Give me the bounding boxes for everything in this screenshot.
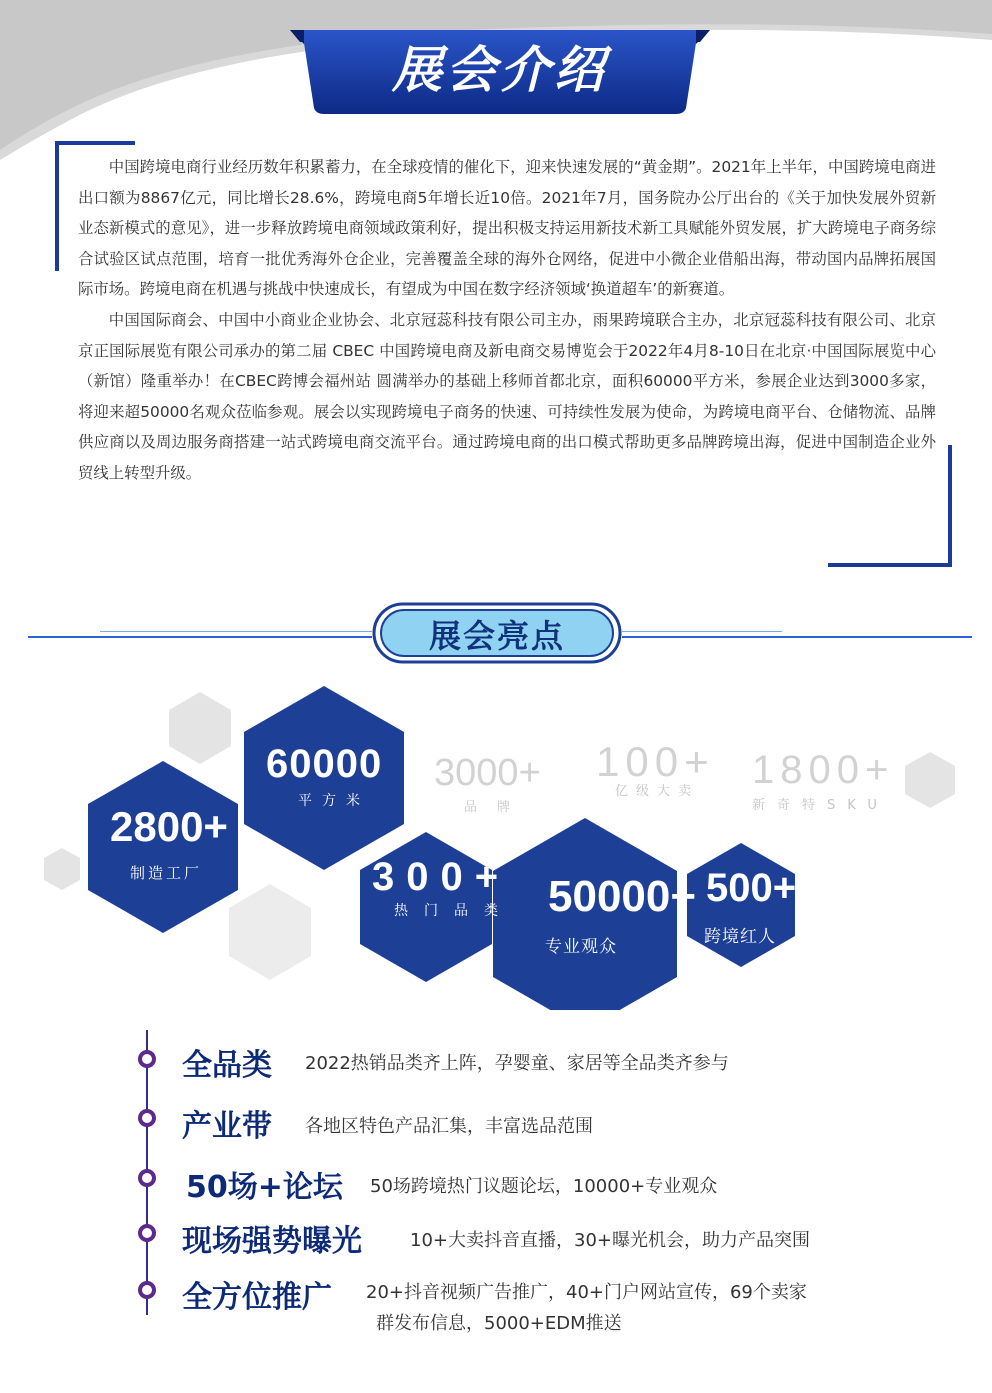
bullet-icon [138,1050,156,1068]
grey-hex [44,848,80,890]
intro-paragraph-2: 中国国际商会、中国中小商业企业协会、北京冠蕊科技有限公司主办，雨果跨境联合主办，北京冠蕊科技有限公司、北京京正国际展览有限公司承办的第二届 CBEC 中国跨境电商及新电商交易博览会于2022年4月8-10日在北京·中国国际展览中心（新馆）隆重举办！在CBEC跨博会福州站 圆满举办的基础上移师首都北京，面积60000平方米，参展企业达到3000多家，将迎来超50000名观众莅临参观。展会以实现跨境电子商务的快速、可持续性发展为使命，为跨境电商平台、仓储物流、品牌供应商以及周边服务商搭建一站式跨境电商交流平台。通过跨境电商的出口模式帮助更多品牌跨境出海，促进中国制造企业外贸线上转型升级。 [78,310,936,482]
grey-hex [169,692,231,764]
bullet-icon [138,1281,156,1299]
stat-value: 50000+ [548,872,697,921]
highlights-title: 展会亮点 [428,617,565,655]
stat-label: 品牌 [464,800,531,815]
stat-value: 3000+ [434,752,541,794]
divider-left-thin [100,631,372,632]
feature-title: 全方位推广 [182,1280,332,1315]
stat-label: 亿级大卖 [615,784,700,799]
page-title: 展会介绍 [392,40,608,99]
stat-label: 平方米 [298,793,370,809]
stat-value: 100+ [596,738,715,785]
feature-desc: 20+抖音视频广告推广，40+门户网站宣传，69个卖家 [366,1282,807,1303]
feature-title: 50场+论坛 [186,1170,343,1205]
intro-paragraph-1: 中国跨境电商行业经历数年积累蓄力，在全球疫情的催化下，迎来快速发展的“黄金期”。2021年上半年，中国跨境电商进出口额为8867亿元，同比增长28.6%，跨境电商5年增长近10倍。2021年7月，国务院办公厅出台的《关于加快发展外贸新业态新模式的意见》，进一步释放跨境电商领域政策利好，提出积极支持运用新技术新工具赋能外贸发展，扩大跨境电子商务综合试验区试点范围，培育一批优秀海外仓企业，完善覆盖全球的海外仓网络，促进中小微企业借船出海，带动国内品牌拓展国际市场。跨境电商在机遇与挑战中快速成长，有望成为中国在数字经济领域‘换道超车’的新赛道。 [78,158,936,299]
stat-label: 新奇特SKU [752,798,889,813]
feature-desc-continued: 群发布信息，5000+EDM推送 [376,1313,622,1334]
feature-title: 产业带 [182,1109,272,1144]
stat-label: 跨境红人 [704,927,776,947]
divider-right-thin [622,631,782,632]
feature-title: 现场强势曝光 [182,1224,362,1259]
stat-value: 500+ [706,866,797,910]
feature-desc: 10+大卖抖音直播，30+曝光机会，助力产品突围 [410,1230,810,1251]
stat-value: 1800+ [752,748,895,792]
feature-title: 全品类 [182,1048,272,1083]
bullet-icon [138,1224,156,1242]
stat-label: 专业观众 [545,937,617,957]
divider-left [28,636,372,638]
feature-desc: 各地区特色产品汇集，丰富选品范围 [305,1116,593,1137]
stat-value: 2800+ [110,803,228,850]
grey-hex [229,884,311,980]
bullet-icon [138,1169,156,1187]
divider-right [622,636,972,638]
grey-hex [905,752,955,808]
stat-value: 300+ [372,855,511,899]
intro-text [78,152,936,489]
feature-desc: 2022热销品类齐上阵，孕婴童、家居等全品类齐参与 [305,1053,729,1074]
bullet-icon [138,1109,156,1127]
stat-value: 60000 [266,742,383,786]
stat-label: 制造工厂 [130,864,203,882]
stat-label: 热门品类 [394,903,514,919]
feature-desc: 50场跨境热门议题论坛，10000+专业观众 [370,1176,718,1197]
